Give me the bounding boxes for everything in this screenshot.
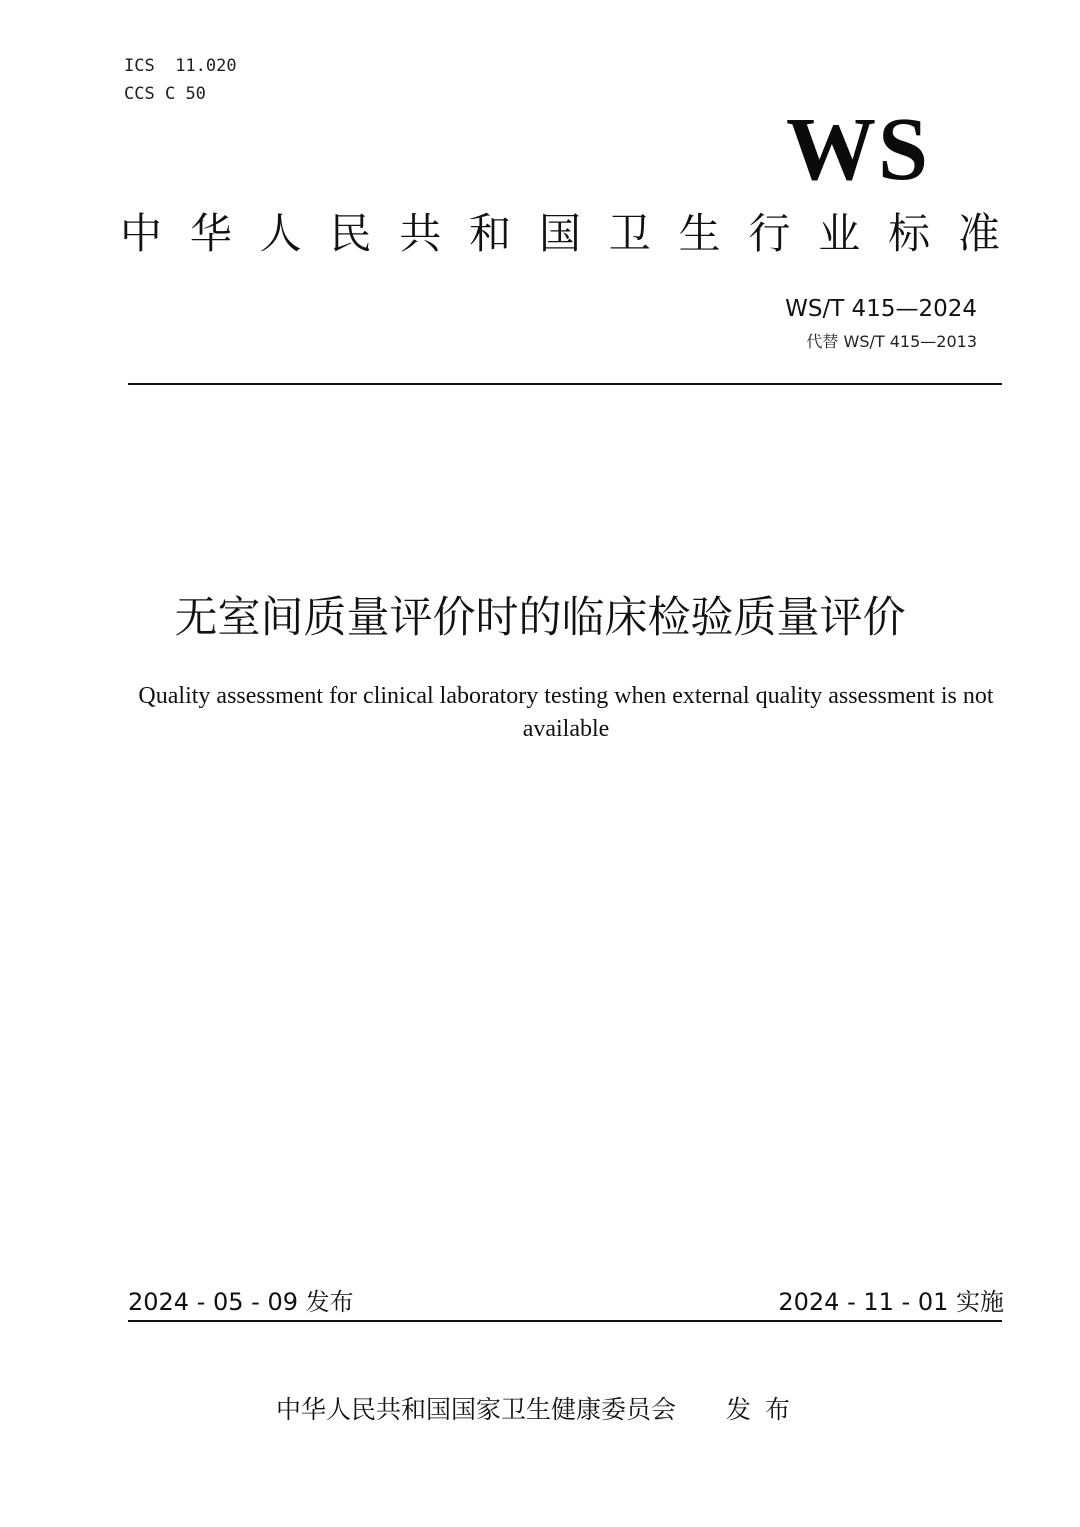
classification-codes [124, 52, 237, 108]
issue-label: 发布 [305, 1288, 354, 1316]
publisher-line [0, 1392, 1080, 1428]
ccs-value: C 50 [164, 84, 206, 104]
heading-char: 人 [259, 209, 302, 258]
document-title-chinese: 无室间质量评价时的临床检验质量评价 [174, 593, 906, 643]
heading-char: 民 [329, 209, 372, 258]
heading-char: 共 [399, 209, 442, 258]
implementation-date-line [778, 1286, 1004, 1318]
publisher-name: 中华人民共和国国家卫生健康委员会 [275, 1395, 676, 1424]
implementation-label: 实施 [956, 1288, 1004, 1316]
ics-label: ICS [124, 56, 155, 76]
issue-date-line [128, 1286, 354, 1318]
ics-value: 11.020 [175, 56, 237, 76]
ics-row [124, 52, 237, 80]
heading-char: 卫 [608, 209, 651, 258]
heading-char: 业 [818, 209, 861, 258]
document-title-english: Quality assessment for clinical laboratory testing when external quality assessment is not available [138, 683, 994, 742]
heading-char: 行 [748, 209, 791, 258]
heading-char: 标 [888, 209, 931, 258]
standard-type-heading [120, 206, 1000, 262]
heading-char: 和 [469, 209, 512, 258]
publisher-action: 发布 [726, 1395, 805, 1424]
ccs-row [124, 80, 237, 108]
bottom-divider [128, 1320, 1002, 1322]
replaced-standard: 代替 WS/T 415—2013 [806, 332, 977, 351]
implementation-date: 2024 - 11 - 01 [778, 1288, 949, 1316]
ccs-label: CCS [124, 84, 155, 104]
standard-number: WS/T 415—2024 [785, 296, 977, 322]
top-divider [128, 383, 1002, 385]
issue-date: 2024 - 05 - 09 [128, 1288, 298, 1316]
heading-char: 准 [957, 209, 1000, 258]
heading-char: 国 [538, 209, 581, 258]
heading-char: 生 [678, 209, 721, 258]
heading-char: 华 [189, 209, 232, 258]
ws-logo: WS [785, 100, 930, 199]
heading-char: 中 [120, 209, 163, 258]
